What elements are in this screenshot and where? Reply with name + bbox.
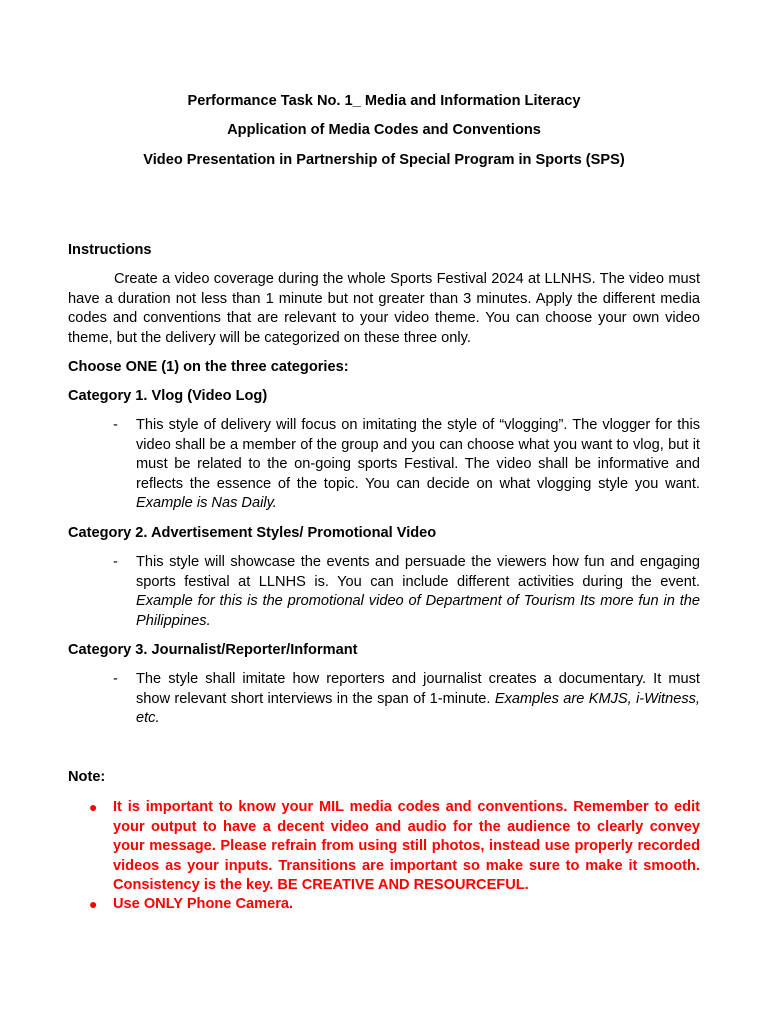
category-2-dash: - bbox=[113, 554, 118, 570]
category-2-description bbox=[136, 553, 700, 631]
category-3-dash: - bbox=[113, 671, 118, 687]
instructions-heading: Instructions bbox=[68, 242, 152, 258]
category-2-example: Example for this is the promotional video of Department of Tourism Its more fun in the Philippines. bbox=[136, 593, 700, 629]
category-1-example: Example is Nas Daily. bbox=[136, 495, 277, 511]
category-3-heading: Category 3. Journalist/Reporter/Informant bbox=[68, 642, 358, 658]
title-line-1: Performance Task No. 1_ Media and Information Literacy bbox=[187, 93, 581, 109]
category-1-text: This style of delivery will focus on imitating the style of “vlogging”. The vlogger for this video shall be a member of the group and you can choose what you want to vlog, but it must be related to the on-going sports Festival. The video shall be informative and reflects the essence of the topic. You can decide on what vlogging style you want. bbox=[136, 417, 700, 492]
title-line-3: Video Presentation in Partnership of Special Program in Sports (SPS) bbox=[143, 151, 625, 168]
choose-label: Choose ONE (1) on the three categories: bbox=[68, 359, 349, 375]
category-3-example: Examples are KMJS, i-Witness, etc. bbox=[136, 690, 700, 726]
instructions-paragraph: Create a video coverage during the whole Sports Festival 2024 at LLNHS. The video must have a duration not less than 1 minute but not greater than 3 minutes. Apply the different media codes and conventions that are relevant to your video theme. You can choose your own video theme, but the delivery will be categorized on these three only. bbox=[68, 271, 700, 346]
note-bullet-2: Use ONLY Phone Camera. bbox=[113, 896, 294, 912]
category-3-text: The style shall imitate how reporters and journalist creates a documentary. It must show relevant short interviews in the span of 1-minute. bbox=[136, 671, 700, 707]
note-bullet-1: It is important to know your MIL media codes and conventions. Remember to edit your output to have a decent video and audio for the audience to clearly convey your message. Please refrain from using still photos, instead use properly recorded videos as your inputs. Transitions are important so make sure to make it smooth. Consistency is the key. BE CREATIVE AND RESOURCEFUL. bbox=[113, 799, 700, 893]
category-3-description bbox=[136, 670, 700, 729]
category-2-text: This style will showcase the events and persuade the viewers how fun and engaging sports festival at LLNHS is. You can include different activities during the event. bbox=[136, 554, 700, 590]
category-1-heading: Category 1. Vlog (Video Log) bbox=[68, 388, 268, 404]
bullet-icon: ● bbox=[89, 896, 98, 912]
document-title-block bbox=[0, 92, 768, 180]
category-1-description bbox=[136, 416, 700, 514]
note-heading: Note: bbox=[68, 769, 106, 785]
bullet-icon: ● bbox=[89, 799, 98, 815]
category-1-dash: - bbox=[113, 417, 118, 433]
title-line-2: Application of Media Codes and Conventions bbox=[227, 122, 541, 139]
category-2-heading: Category 2. Advertisement Styles/ Promotional Video bbox=[68, 525, 437, 541]
